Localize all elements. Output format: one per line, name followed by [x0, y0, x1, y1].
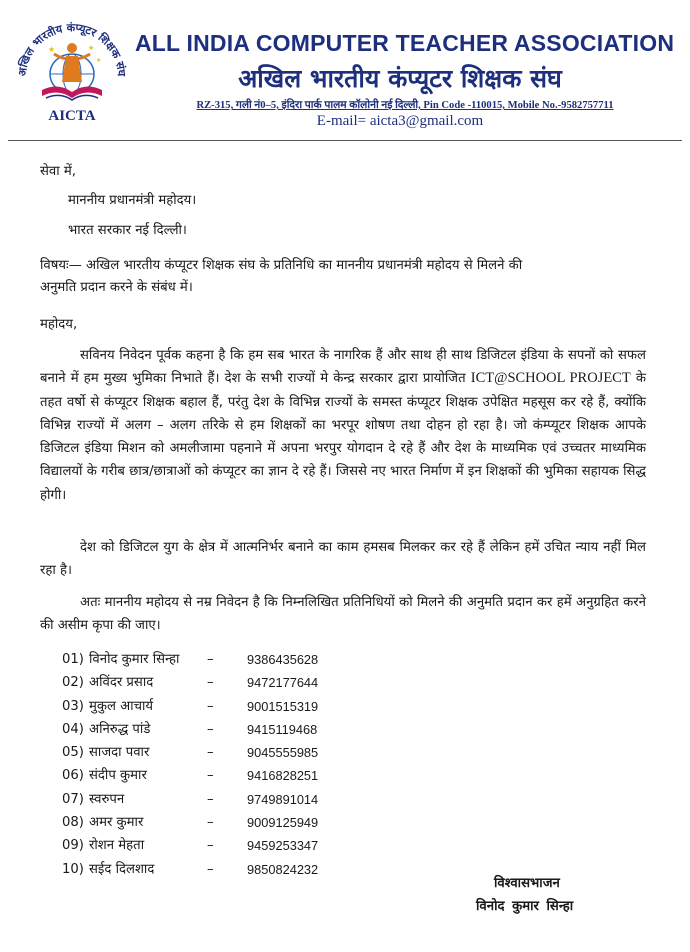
- representative-row: [62, 788, 392, 811]
- rep-name: साजदा पवार: [89, 745, 150, 761]
- representatives-list: [62, 648, 392, 881]
- rep-dash: –: [207, 791, 214, 807]
- representative-row: [62, 695, 392, 718]
- rep-dash: –: [207, 745, 214, 761]
- representative-row: [62, 834, 392, 857]
- rep-number: 07): [62, 791, 84, 807]
- rep-phone: 9850824232: [247, 861, 319, 877]
- rep-name: विनोद कुमार सिन्हा: [89, 652, 180, 667]
- representative-row: [62, 741, 392, 764]
- rep-phone: 9459253347: [247, 838, 319, 854]
- representative-row: [62, 811, 392, 834]
- rep-number: 03): [62, 698, 84, 714]
- rep-name: अविंदर प्रसाद: [89, 675, 154, 691]
- rep-name: अनिरुद्ध पांडे: [89, 721, 151, 737]
- rep-number: 05): [62, 745, 84, 761]
- body-paragraph-2: देश को डिजिटल युग के क्षेत्र में आत्मनिर्भर बनाने का काम हमसब मिलकर कर रहे हैं लेकिन हमें उचित न्याय नहीं मिल रहा है।: [40, 540, 646, 579]
- greeting: महोदय,: [40, 317, 78, 332]
- project-name: ICT@SCHOOL PROJECT: [470, 370, 631, 387]
- rep-number: 04): [62, 721, 84, 737]
- representative-row: [62, 858, 392, 881]
- p1-part2: के तहत वर्षो से कंप्यूटर शिक्षक बहाल हैं, परंतु देश के विभिन्न राज्यों के समस्त कंप्यूटर शिक्षक उपेक्षित महसूस कर रहे हैं, क्योंकि विभिन्न राज्यों में अलग – अलग तरिके से हम शिक्षकों का भरपूर शोषण तथा दोहन हो रहा है। जो कंम्प्यूटर शिक्षक आपके डिजिटल इंडिया मिशन को अमलीजामा पहनाने में अपना भरपुर योगदान दे रहे हैं और देश के माध्यमिक एवं उच्चतर माध्यमिक विद्यालयों के गरीब छात्र/छात्राओं को कंप्यूटर का ज्ञान दे रहे हैं। जिससे नए भारत निर्माण में इन शिक्षकों की भुमिका सहायक सिद्ध होगी।: [40, 371, 646, 503]
- recipient: माननीय प्रधानमंत्री महोदय।: [68, 193, 197, 208]
- rep-phone: 9749891014: [247, 791, 319, 807]
- svg-text:★: ★: [88, 44, 95, 52]
- body-paragraph-3: अतः माननीय महोदय से नम्र निवेदन है कि निम्नलिखित प्रतिनिधियों को मिलने की अनुमति प्रदान कर हमें अनुग्रहित करने की असीम कृपा की जाए।: [40, 595, 646, 634]
- signatory: विनोद कुमार सिन्हा: [476, 899, 574, 914]
- rep-dash: –: [207, 652, 214, 667]
- representative-row: [62, 648, 392, 671]
- recipient-place: भारत सरकार नई दिल्ली।: [68, 223, 187, 238]
- rep-dash: –: [207, 675, 214, 691]
- p1-part1: सविनय निवेदन पूर्वक कहना है कि हम सब भारत के नागरिक हैं और साथ ही साथ डिजिटल इंडिया के सपनों को सफल बनाने में हम मुख्य भुमिका निभाते हैं। देश के सभी राज्यों मे केन्द्र सरकार द्वारा प्रायोजित: [40, 348, 646, 387]
- rep-dash: –: [207, 838, 214, 854]
- header-divider: [8, 140, 682, 141]
- representative-row: [62, 671, 392, 694]
- rep-phone: 9001515319: [247, 698, 319, 714]
- rep-name: अमर कुमार: [89, 815, 144, 831]
- org-email[interactable]: E-mail= aicta3@gmail.com: [316, 113, 484, 129]
- rep-number: 02): [62, 675, 84, 691]
- body-paragraph-1: [40, 344, 646, 507]
- org-address: RZ-315, गली नं0–5, इंदिरा पार्क पालम कॉलोनी नई दिल्ली, Pin Code -110015, Mobile No.-9582757711: [196, 100, 614, 111]
- salutation-to: सेवा में,: [40, 164, 76, 179]
- rep-name: सईद दिलशाद: [89, 861, 155, 877]
- rep-number: 06): [62, 768, 84, 784]
- aicta-logo: [8, 12, 136, 130]
- rep-name: संदीप कुमार: [89, 768, 147, 784]
- rep-name: स्वरुपन: [89, 791, 125, 807]
- rep-number: 01): [62, 652, 84, 667]
- rep-phone: 9472177644: [247, 675, 319, 691]
- rep-number: 10): [62, 861, 84, 877]
- rep-phone: 9415119468: [247, 721, 318, 737]
- svg-text:★: ★: [96, 57, 102, 64]
- rep-dash: –: [207, 815, 214, 831]
- org-name-english: ALL INDIA COMPUTER TEACHER ASSOCIATION: [135, 30, 675, 56]
- representative-row: [62, 718, 392, 741]
- representative-row: [62, 764, 392, 787]
- rep-dash: –: [207, 721, 214, 737]
- svg-text:★: ★: [48, 45, 56, 54]
- subject-line-2: अनुमति प्रदान करने के संबंध में।: [40, 280, 193, 295]
- logo-arc-text: अखिल भारतीय कंप्यूटर शिक्षक संघ: [15, 21, 129, 77]
- org-name-hindi: अखिल भारतीय कंप्यूटर शिक्षक संघ: [238, 64, 562, 93]
- rep-name: रोशन मेहता: [89, 838, 145, 854]
- logo-label: AICTA: [48, 108, 96, 124]
- rep-dash: –: [207, 768, 214, 784]
- rep-phone: 9416828251: [247, 768, 319, 784]
- rep-number: 09): [62, 838, 84, 854]
- subject-line-1: विषयः— अखिल भारतीय कंप्यूटर शिक्षक संघ के प्रतिनिधि का माननीय प्रधानमंत्री महोदय से मिलने की: [40, 258, 523, 273]
- rep-phone: 9045555985: [247, 745, 319, 761]
- rep-number: 08): [62, 815, 84, 831]
- rep-dash: –: [207, 698, 214, 714]
- rep-dash: –: [207, 861, 214, 877]
- rep-phone: 9386435628: [247, 652, 319, 667]
- rep-phone: 9009125949: [247, 815, 319, 831]
- rep-name: मुकुल आचार्य: [89, 698, 154, 714]
- closing: विश्वासभाजन: [494, 876, 560, 891]
